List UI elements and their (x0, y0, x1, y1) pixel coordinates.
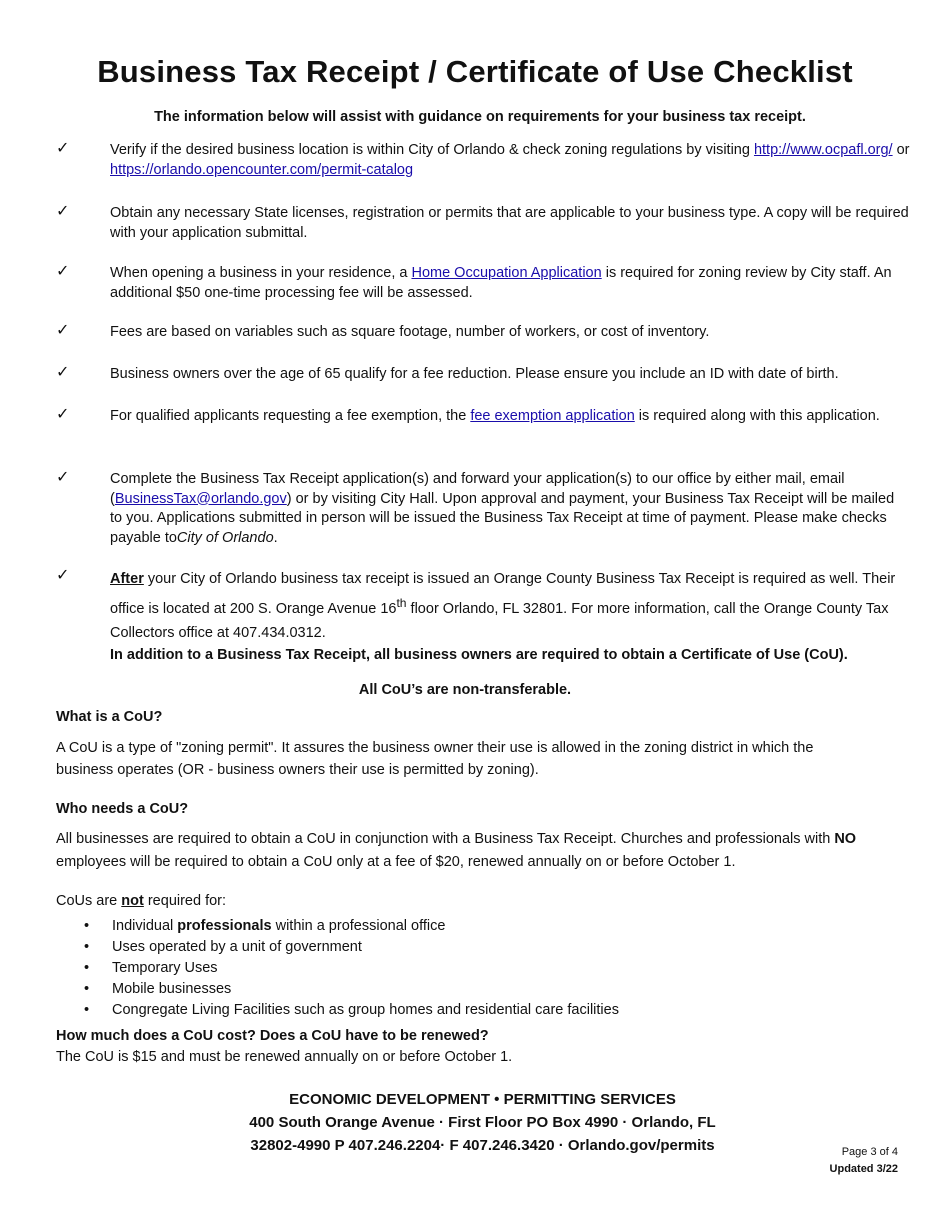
checklist-item-age-reduction: Business owners over the age of 65 qualify for a fee reduction. Please ensure you include an ID with date of birth. (110, 366, 839, 382)
check-icon: ✓ (56, 263, 70, 280)
page-title: Business Tax Receipt / Certificate of Use Checklist (97, 54, 853, 89)
what-is-cou-heading: What is a CoU? (56, 709, 163, 725)
bullet-icon: • (84, 960, 90, 976)
cost-text: The CoU is $15 and must be renewed annually on or before October 1. (56, 1049, 513, 1065)
not-required-list (84, 916, 619, 1021)
checklist-item-orange-county: After your City of Orlando business tax receipt is issued an Orange County Business Tax Receipt is required as well. Their office is located at 200 S. Orange Avenue 16th floor Orlando, FL 32801. For more information, call the Orange County Tax Collectors office at 407.434.0312. (110, 571, 896, 641)
updated-date: Updated 3/22 (829, 1163, 898, 1175)
check-icon: ✓ (56, 406, 70, 423)
footer-contact: 32802-4990 P 407.246.2204· F 407.246.3420 · Orlando.gov/permits (250, 1137, 715, 1154)
checklist-item-state-licenses: Obtain any necessary State licenses, registration or permits that are applicable to your business type. A copy will be required with your application submittal. (110, 205, 909, 241)
page-number: Page 3 of 4 (841, 1146, 898, 1158)
checklist-item-home-occupation: When opening a business in your residence, a Home Occupation Application is required for zoning review by City staff. An additional $50 one-time processing fee will be assessed. (110, 265, 892, 301)
businesstax-email-link[interactable]: BusinessTax@orlando.gov (114, 490, 287, 507)
check-icon: ✓ (56, 469, 70, 486)
bullet-icon: • (84, 939, 90, 955)
home-occupation-link[interactable]: Home Occupation Application (411, 265, 602, 281)
check-icon: ✓ (56, 140, 70, 157)
what-is-cou-text: A CoU is a type of "zoning permit". It assures the business owner their use is allowed in the zoning district in which the business operates (OR - business owners their use is permitted by zoning). (56, 740, 814, 778)
who-needs-cou-text: All businesses are required to obtain a CoU in conjunction with a Business Tax Receipt. Churches and professionals with NO employees will be required to obtain a CoU only at a fee of $20, renewed annually on or before October 1. (56, 831, 857, 870)
check-icon: ✓ (56, 364, 70, 381)
list-item: • Mobile businesses (84, 979, 619, 1000)
bullet-icon: • (84, 981, 90, 997)
checklist-item-complete-application: Complete the Business Tax Receipt application(s) and forward your application(s) to our office by either mail, email (BusinessTax@orlando.gov) or by visiting City Hall. Upon approval and payment, your Business Tax Receipt will be mailed to you. Applications submitted in person will be issued the Business Tax Receipt at time of payment. Please make checks payable toCity of Orlando. (110, 471, 895, 546)
check-icon: ✓ (56, 203, 70, 220)
checklist-item-verify-location: Verify if the desired business location is within City of Orlando & check zoning regulations by visiting http://www.ocpafl.org/ or https://orlando.opencounter.com/permit-catalog (110, 142, 910, 178)
checklist-item-fee-exemption: For qualified applicants requesting a fee exemption, the fee exemption application is required along with this application. (110, 408, 880, 424)
bullet-icon: • (84, 1002, 90, 1018)
list-item: • Individual professionals within a professional office (84, 916, 619, 937)
non-transferable-note: All CoU’s are non-transferable. (358, 682, 572, 698)
checklist-item-fees: Fees are based on variables such as square footage, number of workers, or cost of inventory. (110, 324, 710, 340)
footer-department: ECONOMIC DEVELOPMENT • PERMITTING SERVICES (289, 1091, 676, 1108)
who-needs-cou-heading: Who needs a CoU? (56, 801, 189, 817)
ocpafl-link[interactable]: http://www.ocpafl.org/ (753, 142, 893, 158)
list-item: • Temporary Uses (84, 958, 619, 979)
bullet-icon: • (84, 918, 90, 934)
list-item: • Uses operated by a unit of government (84, 937, 619, 958)
check-icon: ✓ (56, 567, 70, 584)
page-subtitle: The information below will assist with guidance on requirements for your business tax receipt. (154, 109, 806, 125)
list-item: • Congregate Living Facilities such as group homes and residential care facilities (84, 1000, 619, 1021)
check-icon: ✓ (56, 322, 70, 339)
footer-address: 400 South Orange Avenue · First Floor PO Box 4990 · Orlando, FL (249, 1114, 716, 1131)
opencounter-link[interactable]: https://orlando.opencounter.com/permit-catalog (110, 161, 414, 178)
not-required-intro: CoUs are not required for: (56, 893, 227, 909)
cou-requirement-note: In addition to a Business Tax Receipt, all business owners are required to obtain a Certificate of Use (CoU). (110, 647, 848, 663)
cost-heading: How much does a CoU cost? Does a CoU have to be renewed? (56, 1028, 489, 1044)
fee-exemption-link[interactable]: fee exemption application (470, 408, 635, 424)
